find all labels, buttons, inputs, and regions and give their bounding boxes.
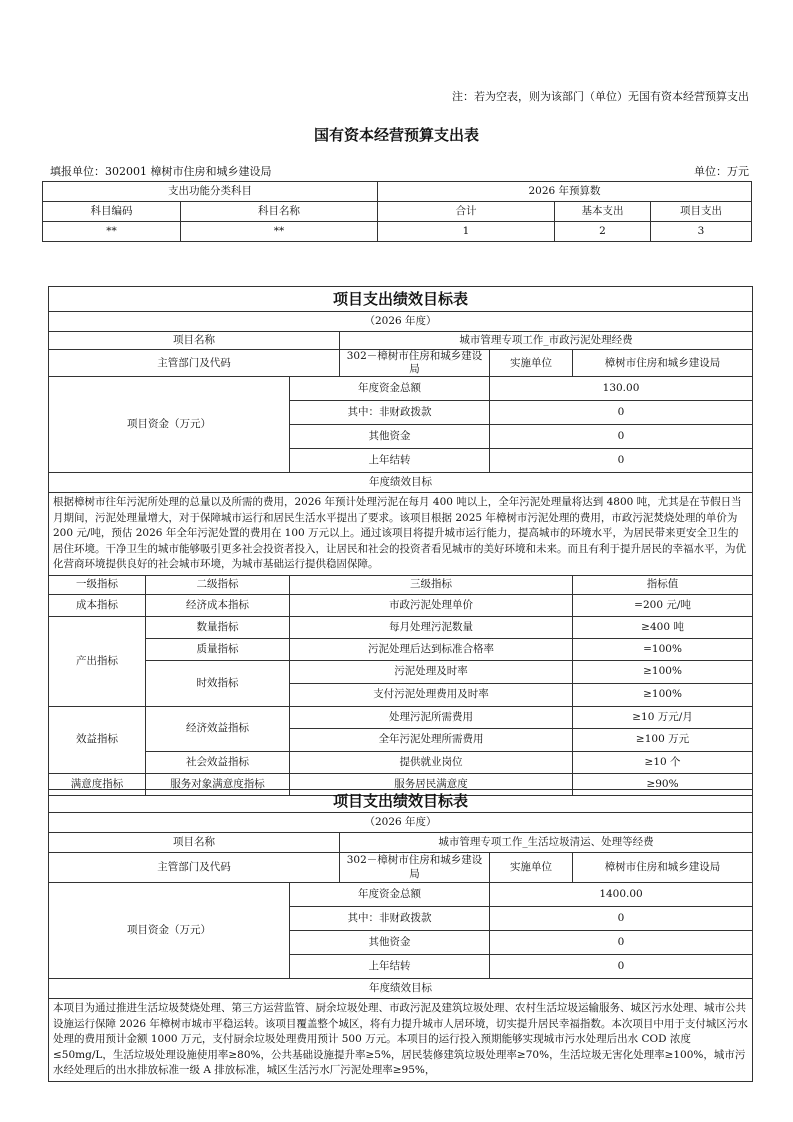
budget-cell: ** — [181, 222, 378, 242]
lvl2-quantity: 数量指标 — [146, 616, 290, 638]
lvl2-quality: 质量指标 — [146, 638, 290, 660]
perf1-fund-value: 130.00 — [490, 377, 753, 401]
perf2-fund-value: 0 — [490, 955, 753, 979]
budget-table — [42, 181, 752, 242]
budget-cell: 1 — [378, 222, 555, 242]
performance-table-2 — [48, 789, 753, 1082]
perf1-fund-label: 其他资金 — [290, 425, 490, 449]
empty-table-note: 注：若为空表，则为该部门（单位）无国有资本经营预算支出 — [452, 90, 749, 103]
perf2-project-name: 城市管理专项工作_生活垃圾清运、处理等经费 — [340, 833, 753, 853]
lvl3-indicator: 每月处理污泥数量 — [290, 616, 573, 638]
fill-unit: 填报单位：302001 樟树市住房和城乡建设局 — [50, 165, 272, 178]
lvl3-indicator: 处理污泥所需费用 — [290, 706, 573, 728]
perf1-dept-label: 主管部门及代码 — [49, 350, 340, 377]
indicator-value: ≥100 万元 — [573, 728, 753, 751]
perf1-fund-label: 年度资金总额 — [290, 377, 490, 401]
perf1-fund-label: 上年结转 — [290, 449, 490, 473]
indicator-value: ≥10 万元/月 — [573, 706, 753, 728]
lvl3-indicator: 市政污泥处理单价 — [290, 594, 573, 616]
perf2-fund-value: 0 — [490, 931, 753, 955]
lvl2-econ-cost: 经济成本指标 — [146, 594, 290, 616]
lvl1-benefit: 效益指标 — [49, 706, 146, 773]
perf2-dept-label: 主管部门及代码 — [49, 853, 340, 883]
indicator-value: ≥100% — [573, 660, 753, 683]
budget-cell: 2 — [555, 222, 651, 242]
perf1-title: 项目支出绩效目标表 — [49, 287, 753, 312]
lvl2-econ-benefit: 经济效益指标 — [146, 706, 290, 751]
perf2-fund-value: 0 — [490, 907, 753, 931]
perf1-dept: 302－樟树市住房和城乡建设局 — [340, 350, 490, 377]
perf1-impl: 樟树市住房和城乡建设局 — [573, 350, 753, 377]
perf1-project-name: 城市管理专项工作_市政污泥处理经费 — [340, 332, 753, 350]
indicator-value: ≥90% — [573, 773, 753, 795]
perf1-goal-text: 根据樟树市往年污泥所处理的总量以及所需的费用，2026 年预计处理污泥在每月 400 吨以上，全年污泥处理量将达到 4800 吨，尤其是在节假日当月期间，污泥处理量增大，对于保障城市运行和居民生活水平提出了要求。该项目根据 2025 年樟树市污泥处理的费用，市政污泥焚烧处理的单价为 200 元/吨，预估 2026 年全年污泥处置的费用在 100 万元以上。通过该项目将提升城市运行能力，提高城市的环境水平，为居民带来更安全卫生的居住环境。干净卫生的城市能够吸引更多社会投资者投入，让居民和社会的投资者看见城市的美好环境和未来。而且有利于提升居民的幸福水平，为优化营商环境提供良好的社会城市环境，为城市基础运行提供稳固保障。 — [49, 493, 753, 576]
budget-header: 合计 — [378, 202, 555, 222]
lvl2-service-satisfaction: 服务对象满意度指标 — [146, 773, 290, 795]
perf2-fund-label: 其中：非财政拨款 — [290, 907, 490, 931]
budget-header: 项目支出 — [651, 202, 752, 222]
budget-header: 基本支出 — [555, 202, 651, 222]
perf2-fund-label: 上年结转 — [290, 955, 490, 979]
performance-table-1 — [48, 286, 753, 796]
budget-cell: 3 — [651, 222, 752, 242]
perf2-fund-label: 年度资金总额 — [290, 883, 490, 907]
perf2-fund-value: 1400.00 — [490, 883, 753, 907]
indicator-value: =100% — [573, 638, 753, 660]
lvl3-indicator: 提供就业岗位 — [290, 751, 573, 773]
ind-header: 二级指标 — [146, 575, 290, 594]
perf1-fund-label: 其中：非财政拨款 — [290, 401, 490, 425]
perf1-fund-value: 0 — [490, 449, 753, 473]
perf1-funds-label: 项目资金（万元） — [49, 377, 290, 473]
budget-col-group-right: 2026 年预算数 — [378, 182, 752, 202]
perf2-impl-label: 实施单位 — [490, 853, 573, 883]
indicator-value: ≥10 个 — [573, 751, 753, 773]
currency-unit: 单位：万元 — [694, 165, 749, 178]
lvl1-cost: 成本指标 — [49, 594, 146, 616]
perf1-fund-value: 0 — [490, 401, 753, 425]
ind-header: 一级指标 — [49, 575, 146, 594]
perf2-funds-label: 项目资金（万元） — [49, 883, 290, 979]
perf1-year: （2026 年度） — [49, 312, 753, 332]
perf1-project-name-label: 项目名称 — [49, 332, 340, 350]
lvl3-indicator: 污泥处理及时率 — [290, 660, 573, 683]
perf2-title: 项目支出绩效目标表 — [49, 790, 753, 813]
lvl3-indicator: 污泥处理后达到标准合格率 — [290, 638, 573, 660]
perf2-goal-text: 本项目为通过推进生活垃圾焚烧处理、第三方运营监管、厨余垃圾处理、市政污泥及建筑垃圾处理、农村生活垃圾运输服务、城区污水处理、城市公共设施运行保障 2026 年樟树市城市平稳运转。该项目覆盖整个城区，将有力提升城市人居环境，切实提升居民幸福指数。本次项目中用于支付城区污水处理的费用预计金额 1000 万元，支付厨余垃圾处理费用预计 500 万元。本项目的运行投入预期能够实现城市污水处理后出水 COD 浓度≤50mg/L，生活垃圾处理设施使用率≥80%，公共基础设施提升率≥5%，居民装修建筑垃圾处理率≥70%，生活垃圾无害化处理率≥100%，城市污水经处理后的出水排放标准一级 A 排放标准，城区生活污水厂污泥处理率≥95%， — [49, 999, 753, 1082]
perf1-fund-value: 0 — [490, 425, 753, 449]
budget-header: 科目名称 — [181, 202, 378, 222]
perf1-goal-label: 年度绩效目标 — [49, 473, 753, 493]
perf1-impl-label: 实施单位 — [490, 350, 573, 377]
ind-header: 三级指标 — [290, 575, 573, 594]
perf2-impl: 樟树市住房和城乡建设局 — [573, 853, 753, 883]
indicator-value: ≥400 吨 — [573, 616, 753, 638]
perf2-fund-label: 其他资金 — [290, 931, 490, 955]
budget-header: 科目编码 — [43, 202, 181, 222]
indicator-value: ≥100% — [573, 683, 753, 706]
budget-cell: ** — [43, 222, 181, 242]
lvl1-satisfaction: 满意度指标 — [49, 773, 146, 795]
perf2-project-name-label: 项目名称 — [49, 833, 340, 853]
lvl2-social-benefit: 社会效益指标 — [146, 751, 290, 773]
budget-col-group-left: 支出功能分类科目 — [43, 182, 378, 202]
ind-header: 指标值 — [573, 575, 753, 594]
page-title: 国有资本经营预算支出表 — [313, 126, 479, 144]
lvl2-timeliness: 时效指标 — [146, 660, 290, 706]
indicator-value: =200 元/吨 — [573, 594, 753, 616]
lvl3-indicator: 支付污泥处理费用及时率 — [290, 683, 573, 706]
perf2-goal-label: 年度绩效目标 — [49, 979, 753, 999]
lvl3-indicator: 服务居民满意度 — [290, 773, 573, 795]
perf2-dept: 302－樟树市住房和城乡建设局 — [340, 853, 490, 883]
lvl1-output: 产出指标 — [49, 616, 146, 706]
perf2-year: （2026 年度） — [49, 813, 753, 833]
lvl3-indicator: 全年污泥处理所需费用 — [290, 728, 573, 751]
